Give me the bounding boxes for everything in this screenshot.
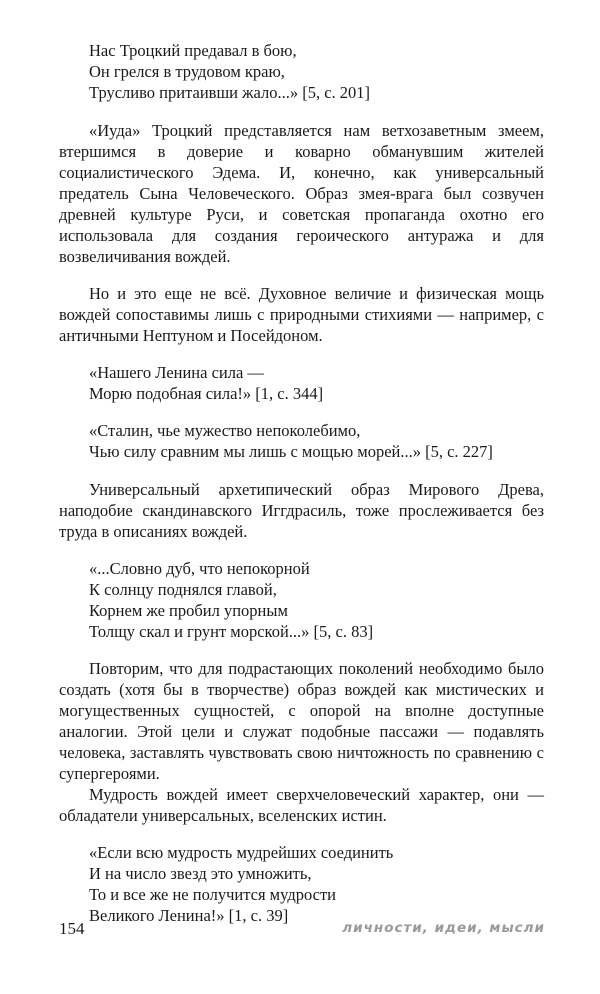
page-number: 154	[59, 919, 85, 938]
paragraph: Повторим, что для подрастающих поколений необходимо было создать (хотя бы в творчестве) образ вождей как мистических и могущественных сущностей, с опорой на вполне доступные аналогии. Этой цели и служат подобные пассажи — подавлять человека, заставлять чувствовать свою ничтожность по сравнению с супергероями.	[59, 659, 544, 783]
verse-line: И на число звезд это умножить,	[89, 864, 312, 883]
verse-line: «Сталин, чье мужество непоколебимо,	[89, 421, 361, 440]
verse-line: Морю подобная сила!» [1, с. 344]	[89, 384, 324, 403]
paragraph: Но и это еще не всё. Духовное величие и физическая мощь вождей сопоставимы лишь с природными стихиями — например, с античными Нептуном и Посейдоном.	[59, 284, 544, 345]
paragraph: Мудрость вождей имеет сверхчеловеческий характер, они — обладатели универсальных, вселенских истин.	[59, 785, 544, 825]
verse-quote	[89, 558, 544, 642]
verse-quote	[89, 362, 544, 404]
verse-quote	[89, 420, 544, 462]
verse-line: Трусливо притаивши жало...» [5, с. 201]	[89, 83, 371, 102]
verse-line: «...Словно дуб, что непокорной	[89, 558, 310, 578]
verse-line: Чью силу сравним мы лишь с мощью морей...» [5, с. 227]	[89, 442, 493, 461]
verse-line: Великого Ленина!» [1, с. 39]	[89, 906, 289, 925]
verse-line: «Если всю мудрость мудрейших соединить	[89, 843, 394, 862]
verse-line: «Нашего Ленина сила —	[89, 363, 264, 382]
verse-line: Корнем же пробил упорным	[89, 600, 288, 620]
paragraph: «Иуда» Троцкий представляется нам ветхозаветным змеем, втершимся в доверие и коварно обманувшим жителей социалистического Эдема. И, конечно, как универсальный предатель Сына Человеческого. Образ змея-врага был созвучен древней культуре Руси, и советская пропаганда охотно его использовала для создания героического антуража и для возвеличивания вождей.	[59, 120, 544, 266]
verse-line: То и все же не получится мудрости	[89, 885, 336, 904]
verse-line: Толщу скал и грунт морской...» [5, с. 83]	[89, 621, 374, 641]
paragraph: Универсальный архетипический образ Мирового Древа, наподобие скандинавского Иггдрасиль, тоже прослеживается без труда в описаниях вождей.	[59, 479, 544, 541]
verse-line: К солнцу поднялся главой,	[89, 579, 277, 599]
verse-line: Нас Троцкий предавал в бою,	[89, 41, 297, 60]
verse-quote	[89, 40, 544, 103]
verse-line: Он грелся в трудовом краю,	[89, 62, 285, 81]
verse-quote	[89, 842, 544, 926]
page-footer	[59, 918, 545, 942]
page-body	[59, 40, 544, 942]
running-title: личности, идеи, мысли	[342, 920, 545, 936]
